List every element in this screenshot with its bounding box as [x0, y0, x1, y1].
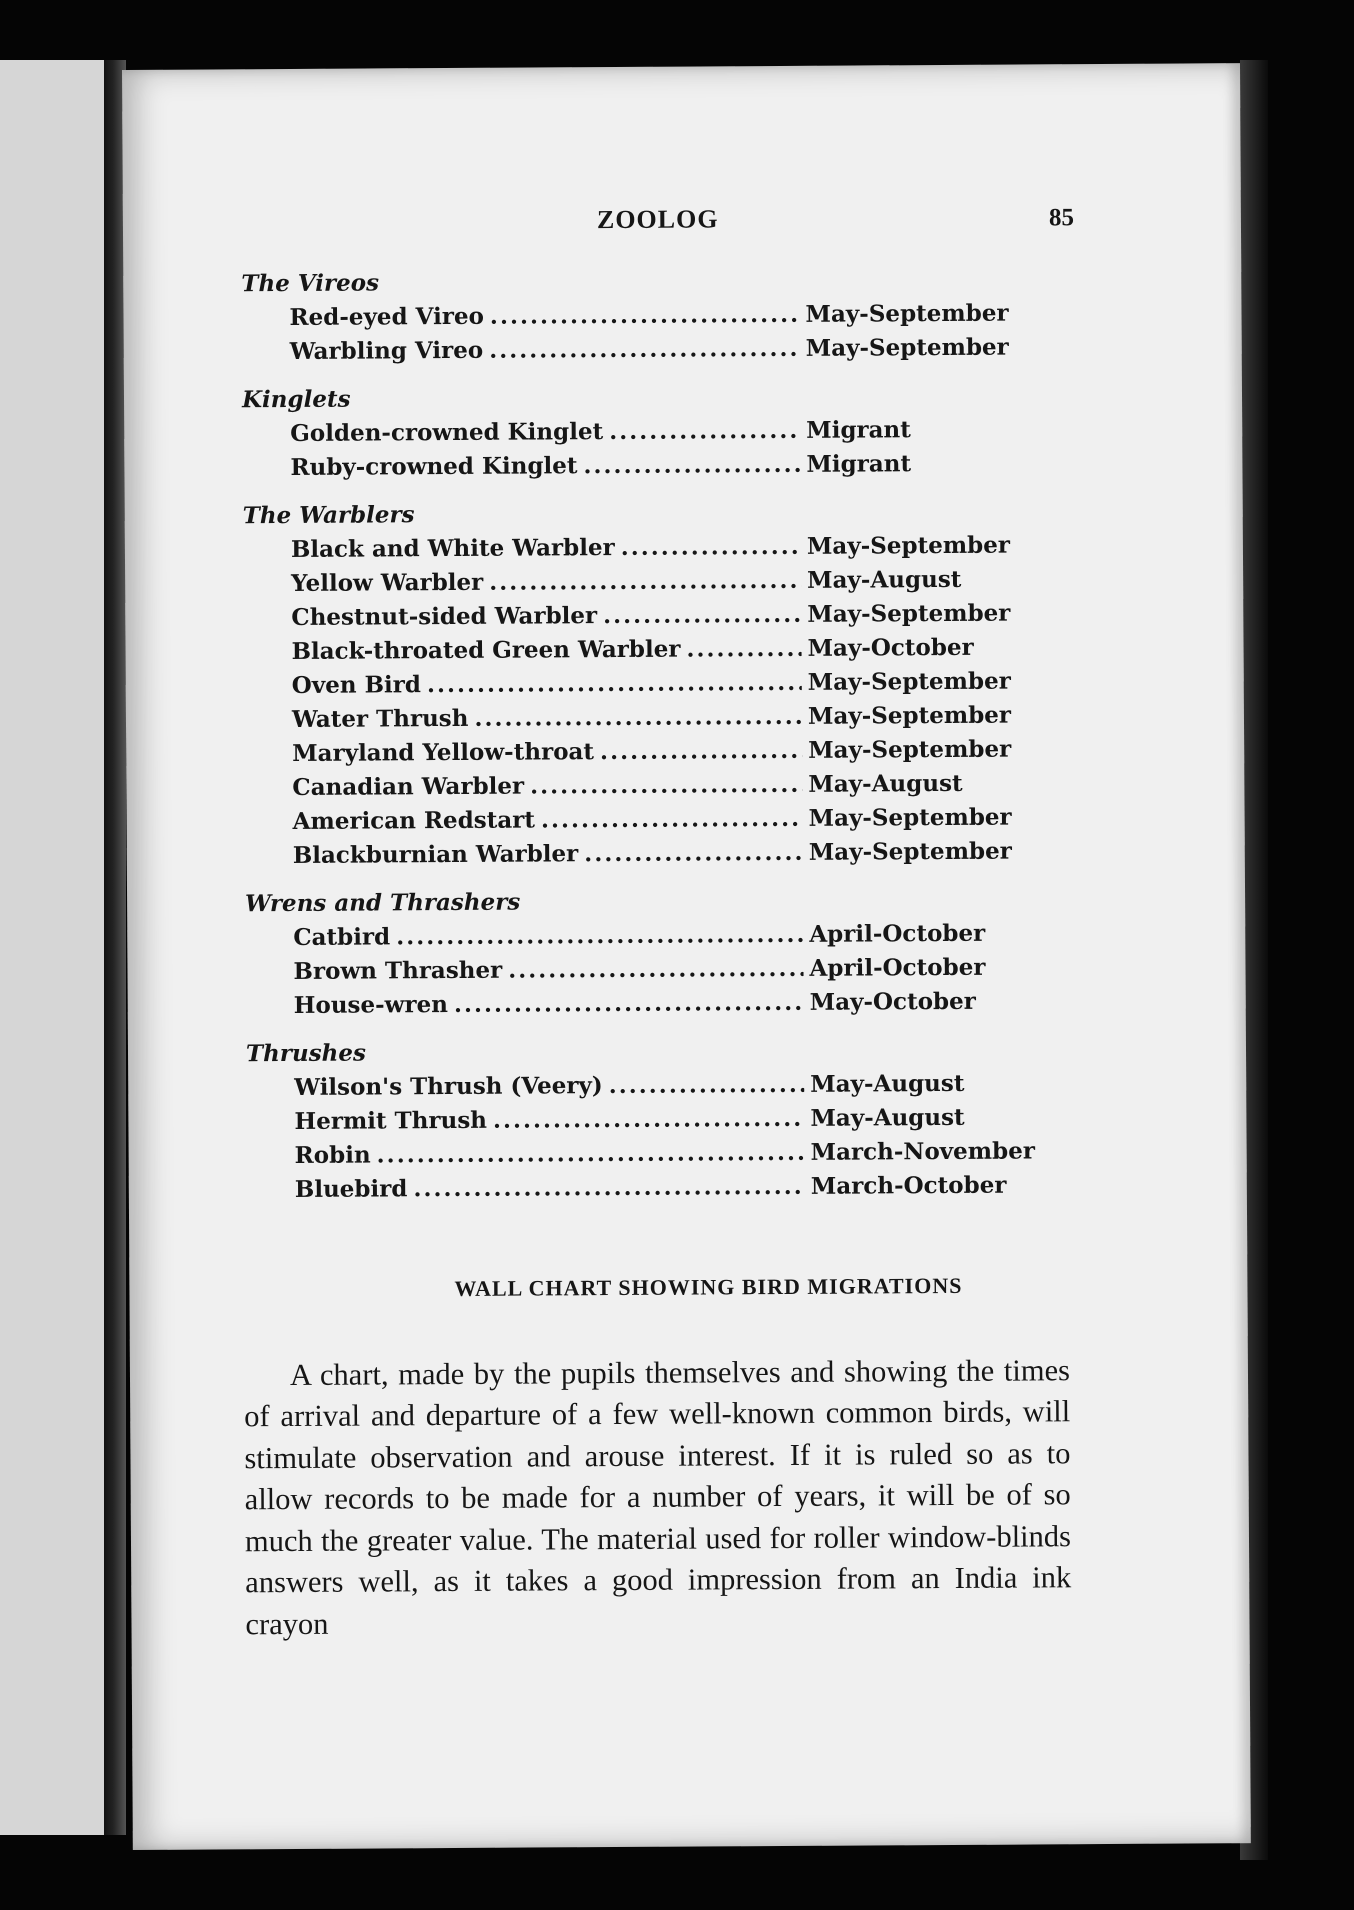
bird-entry — [243, 631, 1003, 670]
dot-leader — [583, 448, 800, 483]
bird-entry — [247, 1169, 1007, 1208]
bird-entry — [246, 1101, 1006, 1140]
dot-leader — [603, 598, 801, 633]
dot-leader — [377, 1136, 805, 1173]
migration-period: May-October — [807, 633, 974, 662]
bird-name: Yellow Warbler — [291, 568, 484, 597]
group-heading: Kinglets — [241, 385, 351, 414]
dot-leader — [427, 666, 802, 702]
body-paragraph: A chart, made by the pupils themselves and showing the times of arrival and departure of a few well-known common birds, will stimulate observation and arouse interest. If it is ruled so as to allow records to be made for a number of years, it will be of so much the greater value. The material used for roller window-blinds answers well, as it takes a good impression from an India ink crayon — [244, 1352, 1072, 1641]
dot-leader — [600, 734, 802, 769]
bird-name: Hermit Thrush — [294, 1106, 488, 1135]
dot-leader — [490, 298, 800, 334]
bird-name: Blackburnian Warbler — [292, 840, 579, 869]
dot-leader — [609, 1068, 805, 1103]
bird-entry — [244, 801, 1012, 840]
bird-entry — [245, 835, 1012, 874]
bird-entry — [244, 733, 1012, 772]
bird-name: House-wren — [293, 991, 449, 1019]
migration-period: Migrant — [806, 416, 911, 444]
bird-name: American Redstart — [292, 806, 536, 835]
migration-period: April-October — [809, 919, 986, 948]
migration-period: May-September — [807, 599, 1011, 628]
migration-period: May-September — [808, 735, 1012, 764]
bird-entry — [242, 447, 1002, 486]
bird-name: Chestnut-sided Warbler — [291, 602, 598, 631]
bird-entry — [243, 563, 1003, 602]
bird-name: Canadian Warbler — [292, 772, 525, 801]
bird-name: Catbird — [293, 923, 391, 951]
dot-leader — [493, 1102, 805, 1138]
migration-period: Migrant — [806, 450, 912, 478]
bird-name: Warbling Vireo — [289, 336, 484, 365]
dot-leader — [454, 986, 804, 1022]
bird-entry — [246, 1067, 1006, 1106]
bird-entry — [246, 985, 1006, 1024]
dot-leader — [413, 1170, 805, 1206]
bird-name: Water Thrush — [291, 704, 469, 733]
migration-period: May-August — [808, 769, 963, 798]
dot-leader — [584, 836, 803, 871]
migration-period: May-September — [808, 837, 1012, 866]
dot-leader — [686, 632, 801, 667]
page-header — [123, 201, 1241, 248]
migration-period: March-October — [810, 1171, 1007, 1200]
bird-entry — [244, 699, 1012, 738]
running-head: ZOOLOG — [596, 204, 719, 235]
bird-entry — [244, 767, 1004, 806]
bird-name: Golden-crowned Kinglet — [290, 418, 604, 447]
page-number: 85 — [1048, 204, 1075, 232]
migration-period: May-August — [810, 1103, 965, 1132]
migration-period: May-September — [807, 701, 1012, 730]
dot-leader — [396, 918, 803, 954]
dot-leader — [541, 802, 803, 838]
dot-leader — [609, 414, 800, 449]
dot-leader — [489, 564, 801, 600]
dot-leader — [508, 952, 803, 988]
group-heading: The Vireos — [241, 269, 380, 298]
bird-entry — [242, 413, 1002, 452]
migration-period: May-September — [808, 803, 1012, 832]
bird-entry — [242, 331, 1009, 370]
bird-entry — [247, 1135, 1035, 1174]
section-title: WALL CHART SHOWING BIRD MIGRATIONS — [454, 1272, 963, 1301]
group-heading: Thrushes — [245, 1039, 367, 1068]
migration-period: May-September — [807, 667, 1011, 696]
migration-period: May-August — [807, 565, 962, 594]
bird-name: Maryland Yellow-throat — [292, 738, 595, 767]
migration-period: April-October — [809, 953, 986, 982]
bird-migration-list — [241, 263, 1035, 1208]
book-page — [122, 63, 1251, 1850]
group-heading: The Warblers — [242, 501, 415, 530]
bird-name: Oven Bird — [291, 671, 421, 699]
dot-leader — [474, 700, 802, 736]
bird-entry — [245, 951, 1005, 990]
bird-name: Black-throated Green Warbler — [291, 635, 681, 665]
group-heading: Wrens and Thrashers — [245, 888, 521, 918]
left-page-edge — [0, 60, 112, 1835]
bird-entry — [244, 665, 1011, 704]
migration-period: March-November — [810, 1137, 1035, 1166]
bird-name: Brown Thrasher — [293, 956, 503, 985]
migration-period: May-September — [805, 333, 1009, 362]
bird-entry — [241, 297, 1009, 336]
bird-entry — [243, 597, 1011, 636]
bird-name: Red-eyed Vireo — [289, 302, 484, 331]
migration-period: May-September — [806, 531, 1011, 560]
bird-entry — [245, 917, 1005, 956]
bird-name: Wilson's Thrush (Veery) — [294, 1072, 603, 1101]
bird-name: Ruby-crowned Kinglet — [290, 452, 578, 481]
migration-period: May-October — [809, 987, 976, 1016]
dot-leader — [530, 768, 802, 804]
dot-leader — [621, 530, 801, 565]
bird-entry — [243, 529, 1011, 568]
bird-name: Black and White Warbler — [290, 533, 615, 563]
bird-name: Bluebird — [294, 1175, 408, 1203]
bird-name: Robin — [294, 1141, 371, 1169]
dot-leader — [489, 332, 800, 368]
migration-period: May-August — [810, 1069, 965, 1098]
migration-period: May-September — [805, 299, 1009, 328]
